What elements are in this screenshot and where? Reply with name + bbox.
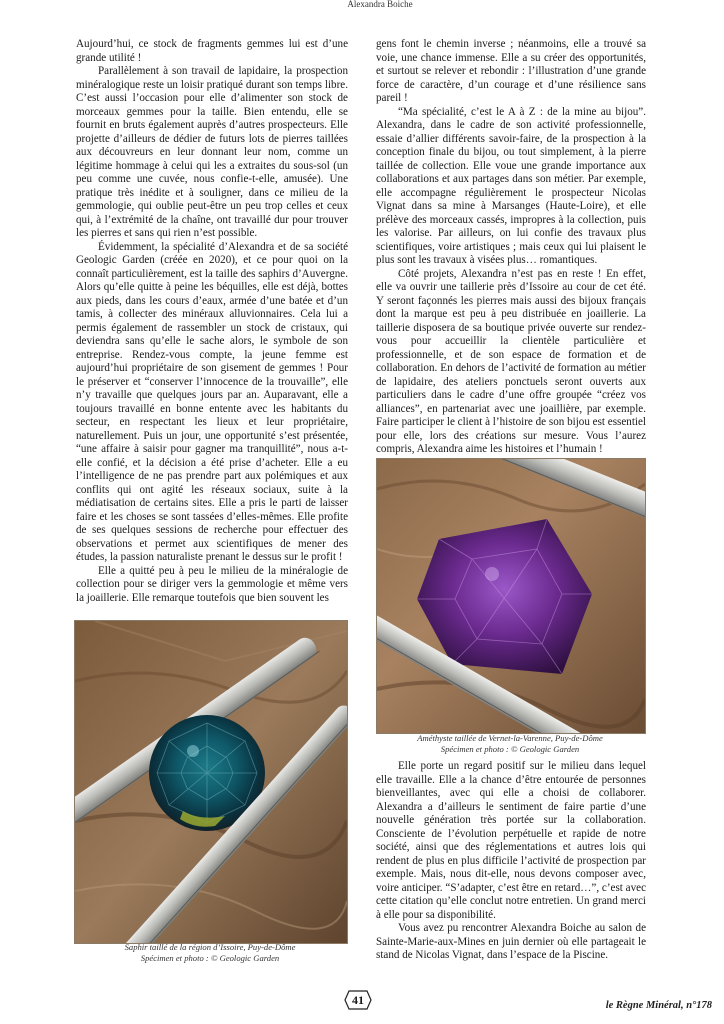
page-number xyxy=(344,990,372,1010)
amethyst-caption xyxy=(376,733,644,754)
caption-credit: Spécimen et photo : © Geologic Garden xyxy=(140,952,280,963)
paragraph: Elle a quitté peu à peu le milieu de la minéralogie de collection pour se diriger vers la gemmologie et même vers la joaillerie. Elle remarque toutefois que bien souvent les xyxy=(76,564,348,604)
article-column-right-lower xyxy=(376,760,646,963)
magazine-name: le Règne Minéral, n°178 xyxy=(605,1000,712,1011)
amethyst-illustration xyxy=(377,459,645,733)
paragraph: gens font le chemin inverse ; néanmoins, elle a trouvé sa voie, une chance immense. Elle a su créer des opportunités, et surtout se relever et rebondir : l’illustration d’une grande force de caractère, d’un courage et d’une résilience sans pareil ! xyxy=(376,38,646,104)
sapphire-caption xyxy=(74,942,346,963)
sapphire-photo xyxy=(74,620,348,944)
page-number-text: 41 xyxy=(352,993,364,1007)
caption-line: Améthyste taillée de Vernet-la-Varenne, Puy-de-Dôme xyxy=(417,733,603,743)
amethyst-photo xyxy=(376,458,646,734)
caption-credit: Spécimen et photo : © Geologic Garden xyxy=(440,743,580,754)
paragraph: “Ma spécialité, c’est le A à Z : de la mine au bijou”. Alexandra, dans le cadre de son activité professionnelle, essaie d’allier différents savoir-faire, de la prospection à la conception finale du bijou, ou tout simplement, à la pierre taillée de collection. Elle voue une grande importance aux collaborations et aux partages dans son métier. Par exemple, elle accompagne régulièrement le prospecteur Nicolas Vignat dans sa mine à Marsanges (Haute-Loire), et elle prélève des morceaux cassés, impropres à la collection, puis les valorise. Par ailleurs, on lui confie des travaux plus scientifiques, voire artistiques ; mais ceux qui lui plaisent le plus sont les travaux à visées plus… romantiques. xyxy=(376,105,646,266)
article-column-right xyxy=(376,38,646,457)
caption-line: Saphir taillé de la région d’Issoire, Puy-de-Dôme xyxy=(124,942,296,952)
paragraph: Aujourd’hui, ce stock de fragments gemmes lui est d’une grande utilité ! xyxy=(76,38,348,64)
paragraph: Parallèlement à son travail de lapidaire, la prospection minéralogique reste un loisir pratiqué durant son temps libre. C’est aussi l’occasion pour elle d’alimenter son stock de morceaux gemmes pour la taille. Bien entendu, elle se fournit en bruts également auprès d’autres prospecteurs. Elle projette d’ailleurs de dédier de futurs lots de pierres taillées aux découvreurs en leur donnant leur nom, comme un légitime hommage à celui qui les a extraites du sous-sol (un peu comme une cuvée, nous confie-t-elle, amusée). Une pratique très inédite et à souligner, dans ce milieu de la gemmologie, qui oublie peut-être un peu trop celles et ceux qui, à l’extrémité de la chaîne, ont travaillé dur pour trouver les pierres et sans qui rien n’est possible. xyxy=(76,65,348,239)
paragraph: Côté projets, Alexandra n’est pas en reste ! En effet, elle va ouvrir une taillerie près d’Issoire au cour de cet été. Y seront façonnés les pierres mais aussi des bijoux français dont la marque est peu à peu distribuée en joaillerie. La taillerie disposera de sa boutique privée ouverte sur rendez-vous pour accueillir la clientèle particulière et professionnelle, et de son espace de formation et de collaboration. En dehors de l’activité de formation au métier de lapidaire, des ateliers ponctuels seront ouverts aux particuliers dans le cadre d’une offre groupée “créez vos alliances”, en partenariat avec une joaillière, par exemple. Faire participer le client à l’histoire de son bijou est essentiel pour elle, lors des créations sur mesure. Vous l’aurez compris, Alexandra aime les histoires et l’humain ! xyxy=(376,267,646,455)
paragraph: Vous avez pu rencontrer Alexandra Boiche au salon de Sainte-Marie-aux-Mines en juin dernier où elle partageait le stand de Nicolas Vignat, dans l’espace de la Piscine. xyxy=(376,922,646,961)
article-column-left xyxy=(76,38,348,605)
paragraph: Évidemment, la spécialité d’Alexandra et de sa société Geologic Garden (créée en 2020), et ce pour quoi on la connaît particulièrement, est la taille des saphirs d’Auvergne. Alors qu’elle quitte à peine les béquilles, elle est déjà, bottes aux pieds, dans les cours d’eaux, armée d’une batée et d’un tamis, à collecter des minéraux alluvionnaires. Cela lui a permis également de rassembler un stock de cristaux, qui deviendra sans qu’elle le sache alors, le symbole de son entreprise. Rendez-vous compte, la jeune femme est aujourd’hui propriétaire de son gisement de gemmes ! Pour le préserver et “conserver l’innocence de la trouvaille”, elle n’y travaille que quelques jours par an. Auparavant, elle a toujours travaillé en bonne entente avec les habitants du secteur, en respectant les lieux et leur propriétaire, naturellement. Puis un jour, une opportunité s’est présentée, “une affaire à saisir pour gagner ma tranquillité”, nous a-t-elle confié, et la décision a été prise d’acheter. Elle a eu l’intelligence de ne pas prendre part aux polémiques et aux conflits qui ont agité les réseaux sociaux, suite à la médiatisation de certains sites. Elle a pris le parti de laisser faire et les choses se sont tassées d’elles-mêmes. Elle profite de ses quelques sessions de recherche pour effectuer des observations et permet aux scientifiques de mener des études, la passion naturaliste prenant le dessus sur le profit ! xyxy=(76,240,348,563)
header-fragment: Alexandra Boiche xyxy=(347,0,413,9)
paragraph: Elle porte un regard positif sur le milieu dans lequel elle travaille. Elle a la chance d’être entourée de personnes bienveillantes, avec qui elle a choisi de collaborer. Alexandra a d’ailleurs le sentiment de faire partie d’une nouvelle génération très portée sur la collaboration. Consciente de l’évolution perpétuelle et rapide de notre société, ainsi que des réglementations et autres lois qui rendent de plus en plus difficile l’activité de prospection par exemple. Mais, nous dit-elle, nous devons composer avec, voire anticiper. “S’adapter, c’est être en retard…”, c’est avec cette citation qu’elle conclut notre entretien. Un grand merci à elle pour sa disponibilité. xyxy=(376,760,646,921)
sapphire-illustration xyxy=(75,621,347,943)
